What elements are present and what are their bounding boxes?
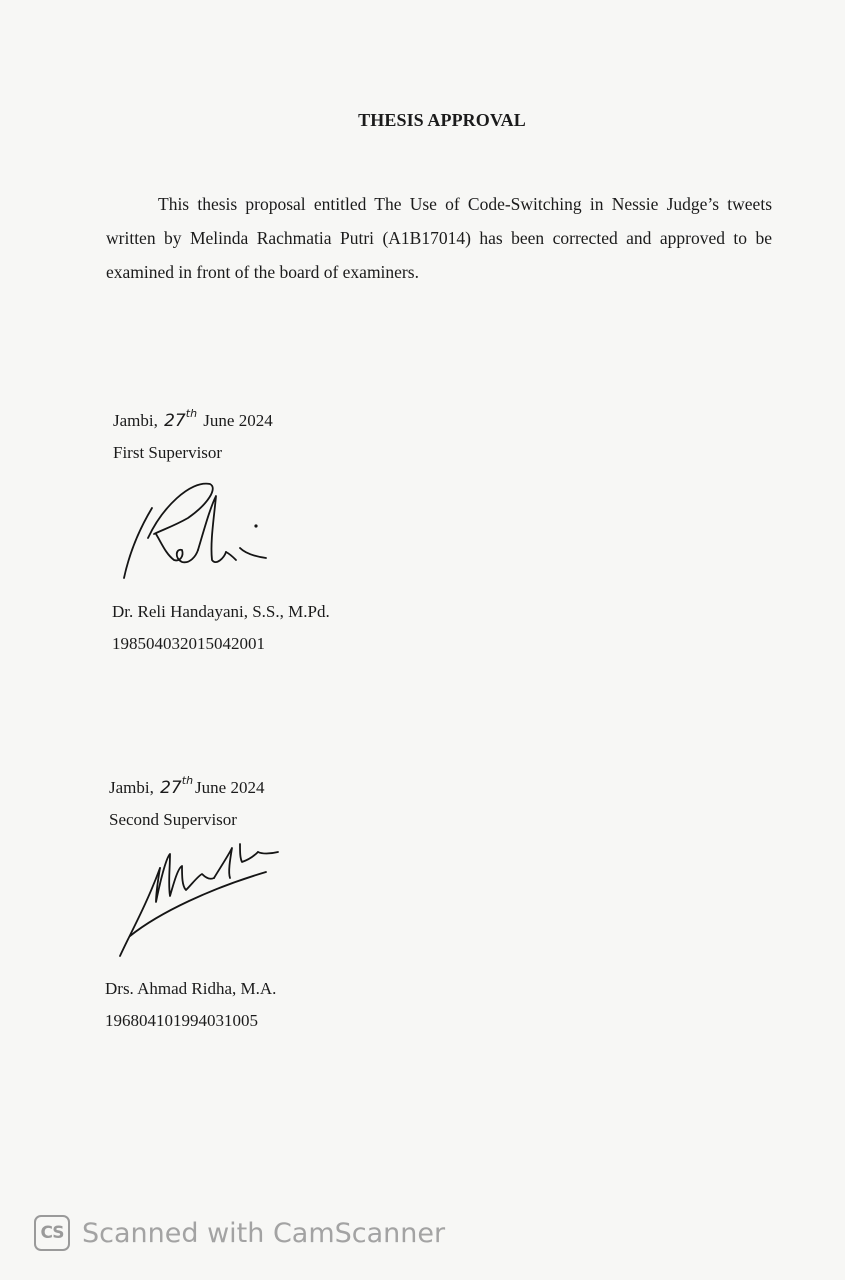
date-place: Jambi, [113,411,158,430]
approval-statement: This thesis proposal entitled The Use of Code-Switching in Nessie Judge’s tweets written by Melinda Rachmatia Putri (A1B17014) has been corrected and approved to be examined in front of the board of examiners. [106,194,772,282]
first-supervisor-block [113,398,273,469]
first-supervisor-signature [118,478,278,586]
first-supervisor-nip: 198504032015042001 [112,634,265,653]
camscanner-text: Scanned with CamScanner [82,1217,446,1249]
second-supervisor-role: Second Supervisor [109,810,237,829]
document-title: THESIS APPROVAL [358,110,526,130]
camscanner-logo-icon: CS [34,1215,70,1251]
first-supervisor-role: First Supervisor [113,443,223,462]
date-month-year: June 2024 [195,778,265,797]
handwritten-day: 27th [164,407,198,431]
second-supervisor-identity [105,973,276,1037]
date-place: Jambi, [109,778,154,797]
second-supervisor-date-line [109,765,264,804]
handwritten-day: 27th [160,774,194,798]
second-supervisor-nip: 196804101994031005 [105,1011,258,1030]
second-supervisor-name: Drs. Ahmad Ridha, M.A. [105,979,277,998]
first-supervisor-identity [112,596,330,660]
first-supervisor-name: Dr. Reli Handayani, S.S., M.Pd. [112,602,330,621]
camscanner-watermark [34,1213,445,1253]
date-month-year: June 2024 [203,411,273,430]
second-supervisor-block [109,765,264,836]
second-supervisor-signature [112,838,287,963]
first-supervisor-date-line [113,398,273,437]
